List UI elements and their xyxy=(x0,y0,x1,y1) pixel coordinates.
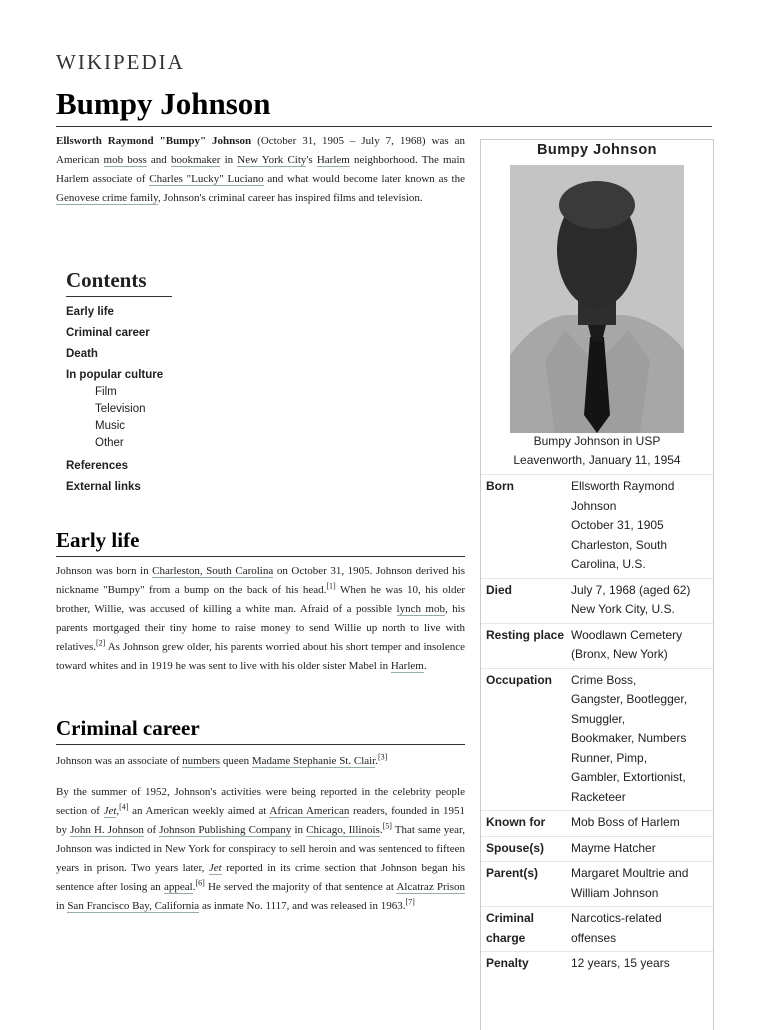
body-text: . xyxy=(375,755,379,767)
infobox-label: Penalty xyxy=(486,956,529,970)
body-text: an American weekly aimed at xyxy=(128,805,270,817)
body-text: When he was 10, his older brother, Willie, was accused of killing a white man. Afraid of a possible xyxy=(56,584,465,615)
value-line: 12 years, 15 years xyxy=(571,956,670,970)
link-charleston[interactable]: Charleston, South Carolina xyxy=(152,565,274,577)
value-line: Mob Boss of Harlem xyxy=(571,815,680,829)
body-text: in xyxy=(56,900,68,912)
body-text: That same year, Johnson was indicted in New York for conspiracy to sell heroin and was sentenced to fifteen years in prison. Two years later, xyxy=(56,824,465,874)
section-divider xyxy=(56,556,465,557)
infobox-value xyxy=(571,954,713,974)
caption-line: Bumpy Johnson in USP xyxy=(533,434,661,448)
infobox-row-penalty xyxy=(481,951,713,977)
infobox-label: Criminal charge xyxy=(486,911,535,945)
link-numbers[interactable]: numbers xyxy=(182,755,221,767)
link-chicago-illinois[interactable]: Chicago, Illinois xyxy=(306,824,380,836)
link-johnson-publishing-company[interactable]: Johnson Publishing Company xyxy=(159,824,292,836)
table-of-contents xyxy=(66,303,163,499)
value-line: Johnson xyxy=(571,498,617,513)
body-text: As Johnson grew older, his parents worried about his short temper and insolence toward whites and in 1919 he was sent to live with his older sister Mabel in xyxy=(56,641,465,672)
lead-text: neighborhood. The main Harlem associate of xyxy=(56,154,465,185)
link-new-york-city[interactable]: New York City xyxy=(237,154,307,166)
caption-line: Leavenworth, January 11, 1954 xyxy=(513,453,681,467)
toc-item-death[interactable]: Death xyxy=(66,348,98,360)
criminal-career-paragraph-2 xyxy=(56,783,465,916)
infobox-title: Bumpy Johnson xyxy=(536,142,658,158)
toc-item-external-links[interactable]: External links xyxy=(66,481,141,493)
infobox-row-known-for xyxy=(481,810,713,836)
contents-divider xyxy=(66,296,172,297)
infobox-label: Parent(s) xyxy=(486,866,539,880)
body-text: By the summer of 1952, Johnson's activities were being reported in the celebrity people section of xyxy=(56,786,465,817)
link-harlem-2[interactable]: Harlem xyxy=(390,660,424,672)
lead-text: and xyxy=(146,154,171,166)
body-text: reported in its crime section that Johnson began his sentence after losing an xyxy=(56,862,466,893)
value-line[interactable]: New York City, U.S. xyxy=(571,602,675,616)
body-text: . xyxy=(379,824,383,836)
link-genovese-crime-family[interactable]: Genovese crime family xyxy=(56,192,158,204)
infobox-label: Resting place xyxy=(486,627,565,642)
infobox-label: Died xyxy=(486,582,513,597)
section-divider xyxy=(56,744,465,745)
infobox-value xyxy=(571,671,713,808)
value-line: Margaret Moultrie and xyxy=(571,866,689,880)
body-text: queen xyxy=(220,755,252,767)
lead-text: 's xyxy=(306,154,317,166)
link-san-francisco-bay[interactable]: San Francisco Bay, California xyxy=(67,900,200,912)
page-title: Bumpy Johnson xyxy=(56,86,271,121)
infobox-value xyxy=(571,477,713,575)
infobox xyxy=(480,139,714,1030)
body-text: in xyxy=(291,824,307,836)
toc-subsection-list xyxy=(66,384,163,452)
infobox-photo[interactable] xyxy=(510,165,684,433)
infobox-row-died xyxy=(481,578,713,623)
value-line: Gambler, Extortionist, xyxy=(571,770,686,784)
ref-5[interactable]: [5] xyxy=(382,821,392,831)
toc-item-in-popular-culture xyxy=(66,366,163,452)
infobox-row-occupation xyxy=(481,668,713,811)
value-line: offenses xyxy=(571,930,617,945)
value-line: Gangster, Bootlegger, xyxy=(571,692,688,706)
body-text: , xyxy=(116,805,120,817)
link-jet[interactable]: Jet xyxy=(103,805,117,817)
infobox-value xyxy=(571,909,713,948)
infobox-row-spouses xyxy=(481,836,713,862)
infobox-label: Occupation xyxy=(486,672,553,687)
lead-text: in xyxy=(220,154,238,166)
link-lynch-mob[interactable]: lynch mob xyxy=(396,603,445,615)
infobox-value xyxy=(571,839,713,859)
toc-subitem-film[interactable]: Film xyxy=(95,386,117,398)
link-john-h-johnson[interactable]: John H. Johnson xyxy=(70,824,144,836)
wikipedia-wordmark[interactable]: WIKIPEDIA xyxy=(56,50,185,74)
value-line: Crime Boss, xyxy=(571,672,637,687)
infobox-value xyxy=(571,626,713,665)
value-line: (Bronx, New York) xyxy=(571,647,668,661)
body-text: Johnson was an associate of xyxy=(56,755,183,767)
ref-3[interactable]: [3] xyxy=(378,752,388,762)
value-line[interactable]: Charleston, South xyxy=(571,537,668,552)
value-line: Ellsworth Raymond xyxy=(571,479,675,493)
toc-subitem-television[interactable]: Television xyxy=(95,403,146,415)
toc-subitem-other[interactable]: Other xyxy=(95,437,124,449)
infobox-value xyxy=(571,864,713,903)
lead-text: and what would become later known as the xyxy=(263,173,465,185)
portrait-photo xyxy=(510,165,684,433)
ref-4[interactable]: [4] xyxy=(119,802,129,812)
body-text: on October 31, 1905. Johnson derived his nickname "Bumpy" from a bump on the back of his head. xyxy=(56,565,466,596)
infobox-caption xyxy=(481,432,713,470)
link-mob-boss[interactable]: mob boss xyxy=(103,154,147,166)
body-text: of xyxy=(143,824,160,836)
lead-text: , Johnson's criminal career has inspired films and television. xyxy=(157,192,423,204)
link-harlem[interactable]: Harlem xyxy=(316,154,350,166)
value-line: William Johnson xyxy=(571,885,659,900)
infobox-label: Known for xyxy=(486,815,546,829)
toc-item-references[interactable]: References xyxy=(66,460,129,472)
value-line: Bookmaker, Numbers xyxy=(571,731,687,745)
value-line: October 31, 1905 xyxy=(571,518,664,532)
value-line: Smuggler, xyxy=(571,711,626,726)
body-text: , his parents mortgaged their tiny home to raise money to send Willie up north to live with relatives. xyxy=(56,603,466,653)
infobox-rows xyxy=(481,474,713,977)
infobox-value xyxy=(571,813,713,833)
ref-6[interactable]: [6] xyxy=(195,878,205,888)
infobox-label: Spouse(s) xyxy=(486,840,545,855)
toc-item-in-popular-culture-label[interactable]: In popular culture xyxy=(66,369,164,381)
value-line: Mayme Hatcher xyxy=(571,840,656,855)
lead-bold-name: Ellsworth Raymond "Bumpy" Johnson xyxy=(56,135,252,147)
toc-subitem-music[interactable]: Music xyxy=(95,420,126,432)
link-jet-2[interactable]: Jet xyxy=(208,862,222,874)
value-line: July 7, 1968 (aged 62) xyxy=(571,582,691,597)
criminal-career-paragraph-1 xyxy=(56,752,465,771)
infobox-label: Born xyxy=(486,479,514,493)
body-text: as inmate No. 1117, and was released in 1963. xyxy=(199,900,406,912)
value-line[interactable]: Carolina, U.S. xyxy=(571,557,646,571)
body-text: He served the majority of that sentence at xyxy=(204,881,397,893)
section-heading-early-life: Early life xyxy=(56,528,140,552)
body-text: . xyxy=(423,660,427,672)
ref-2[interactable]: [2] xyxy=(96,638,106,648)
infobox-row-born xyxy=(481,474,713,578)
body-text: Johnson was born in xyxy=(56,565,153,577)
ref-7[interactable]: [7] xyxy=(405,897,415,907)
link-appeal[interactable]: appeal xyxy=(164,881,193,893)
infobox-row-criminal-charge xyxy=(481,906,713,951)
link-bookmaker[interactable]: bookmaker xyxy=(170,154,221,166)
toc-item-early-life[interactable]: Early life xyxy=(66,306,114,318)
value-line: Narcotics-related xyxy=(571,911,662,925)
link-lucky-luciano[interactable]: Charles "Lucky" Luciano xyxy=(149,173,264,185)
lead-text: (October 31, 1905 – July 7, 1968) was an American xyxy=(56,135,465,166)
infobox-row-parents xyxy=(481,861,713,906)
ref-1[interactable]: [1] xyxy=(326,581,336,591)
lead-paragraph xyxy=(56,132,465,208)
early-life-paragraph xyxy=(56,562,465,676)
value-line[interactable]: Woodlawn Cemetery xyxy=(571,627,683,642)
value-line: Runner, Pimp, xyxy=(571,750,648,765)
link-stephanie-st-clair[interactable]: Madame Stephanie St. Clair xyxy=(251,755,376,767)
title-divider xyxy=(56,126,712,127)
infobox-value xyxy=(571,581,713,620)
contents-title: Contents xyxy=(66,268,147,292)
value-line: Racketeer xyxy=(571,789,626,804)
link-alcatraz-prison[interactable]: Alcatraz Prison xyxy=(396,881,465,893)
infobox-row-resting-place xyxy=(481,623,713,668)
body-text: readers, founded in 1951 by xyxy=(56,805,465,836)
toc-item-criminal-career[interactable]: Criminal career xyxy=(66,327,150,339)
link-african-american[interactable]: African American xyxy=(269,805,350,817)
section-heading-criminal-career: Criminal career xyxy=(56,716,200,740)
body-text: . xyxy=(192,881,196,893)
